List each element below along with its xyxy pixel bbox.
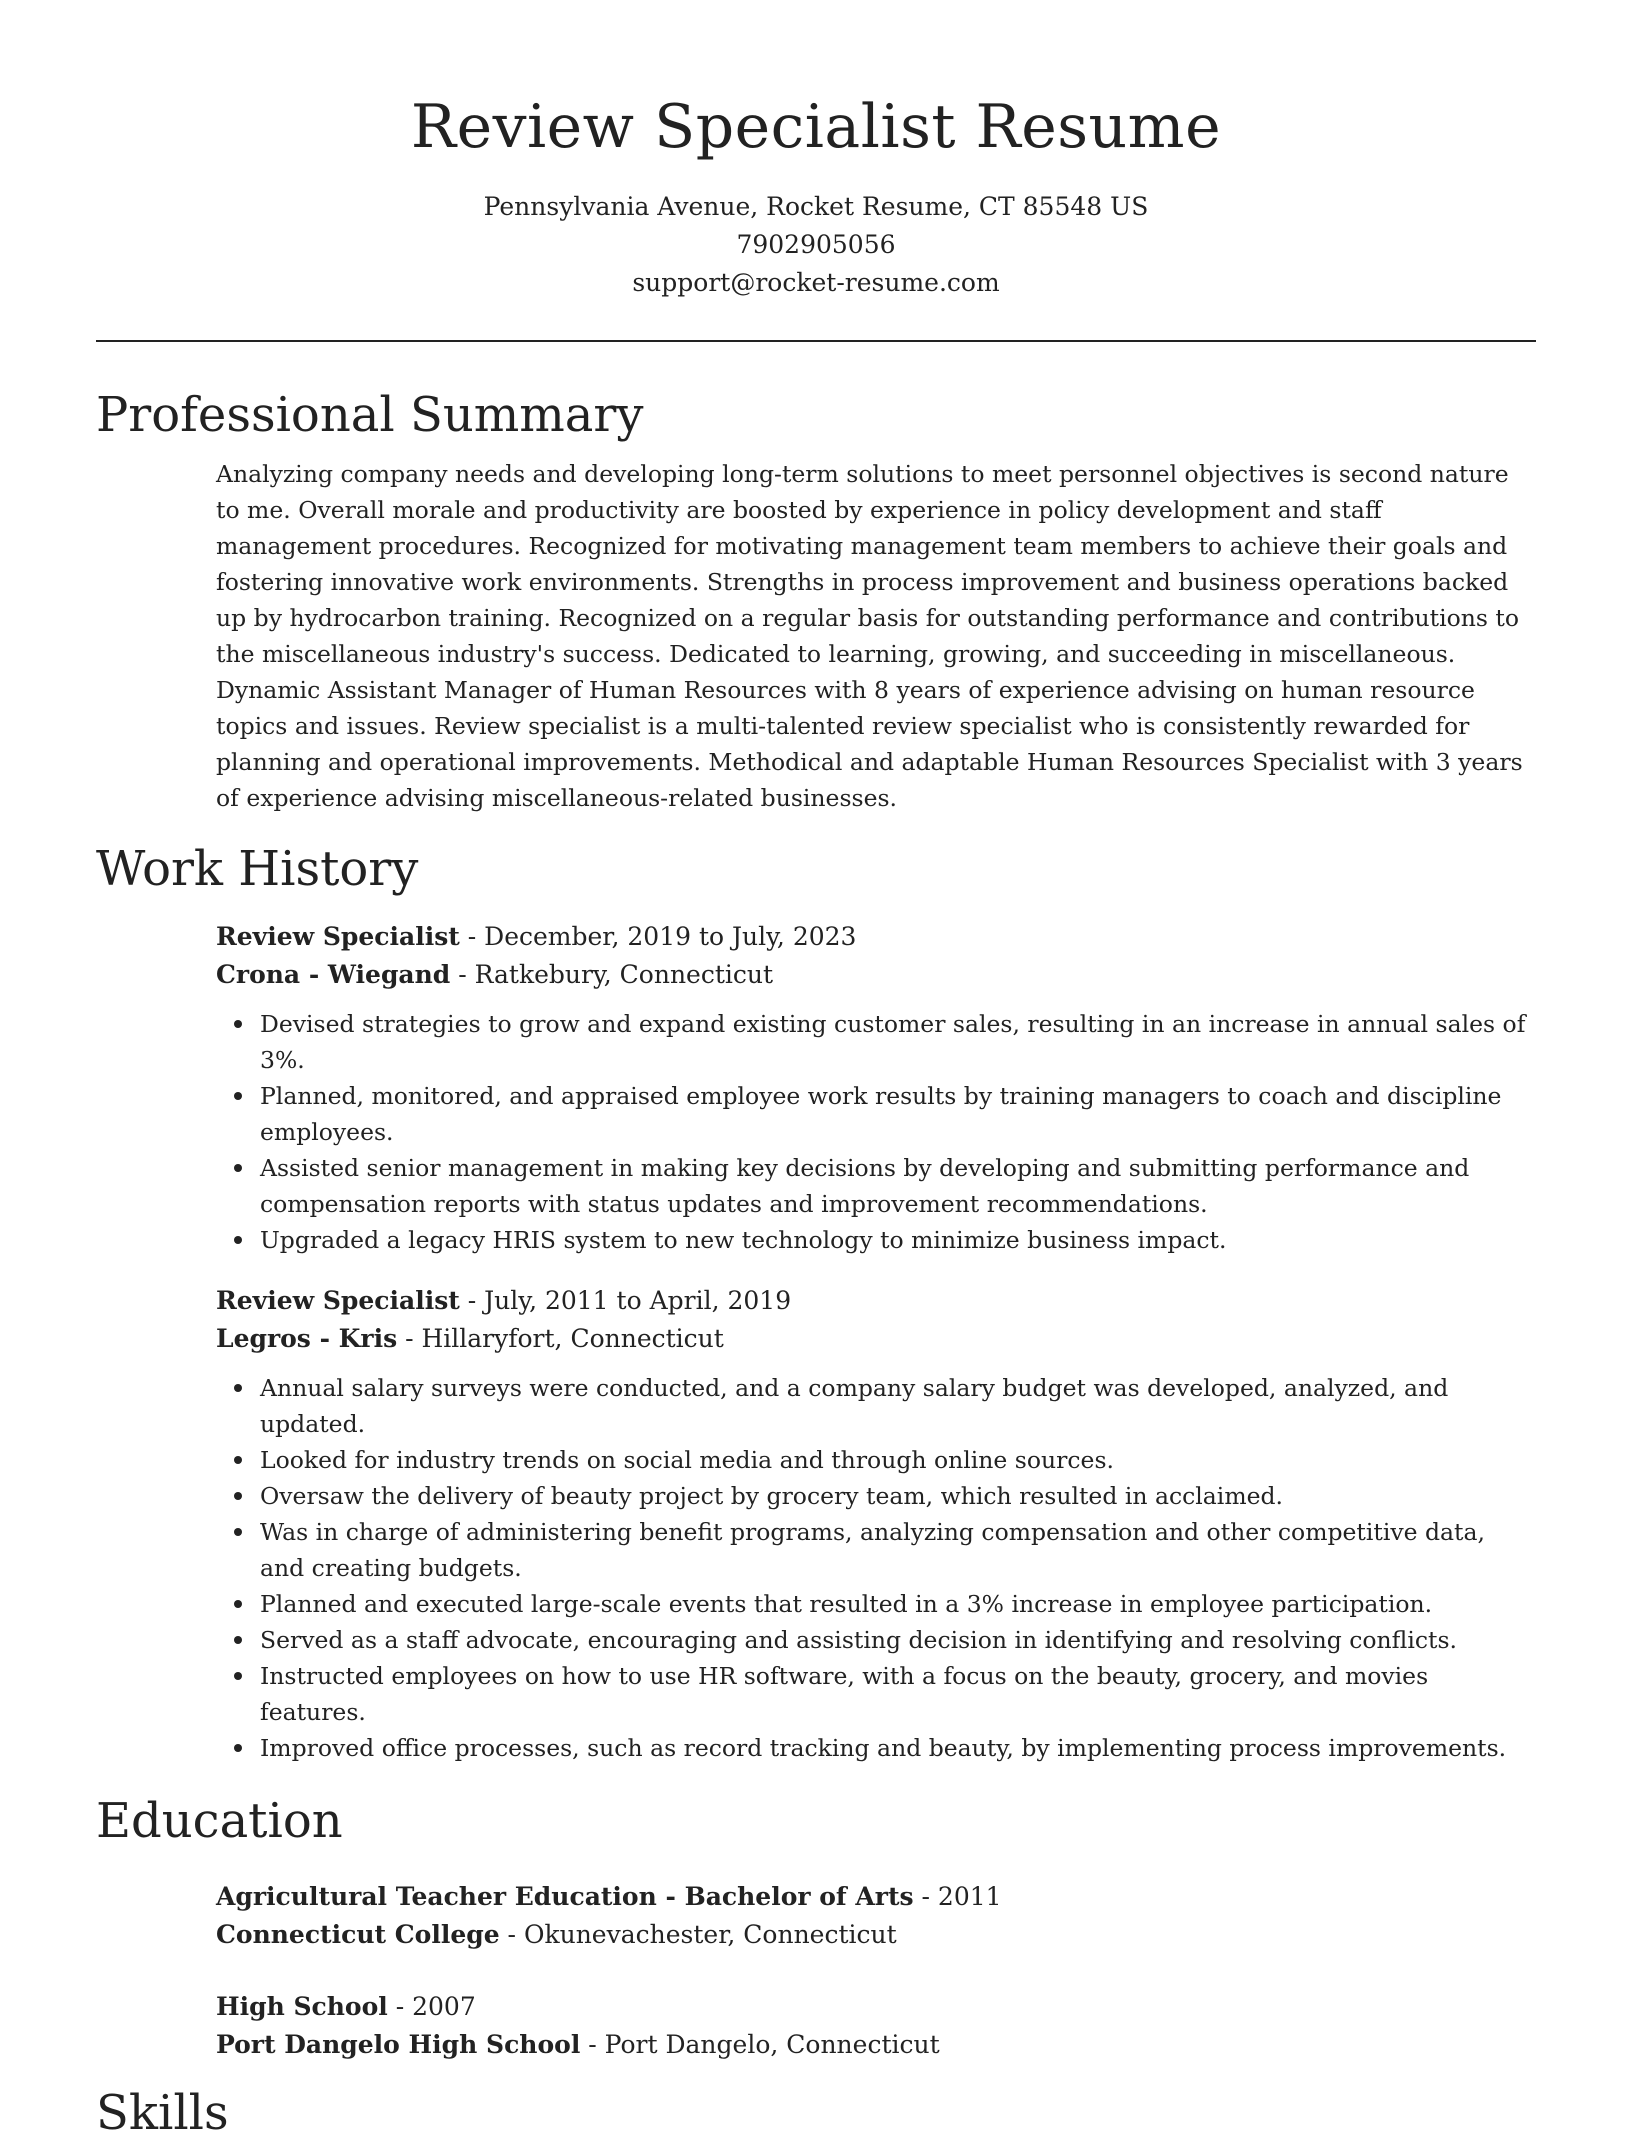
list-item: Upgraded a legacy HRIS system to new technology to minimize business impact. xyxy=(260,1222,1536,1258)
list-item: Served as a staff advocate, encouraging and assisting decision in identifying and resolving conflicts. xyxy=(260,1622,1536,1658)
email-line: support@rocket-resume.com xyxy=(632,268,1000,297)
list-item: Improved office processes, such as record tracking and beauty, by implementing process improvements. xyxy=(260,1730,1536,1766)
skills-heading: Skills xyxy=(96,2085,229,2141)
phone-line: 7902905056 xyxy=(736,230,896,259)
list-item: Looked for industry trends on social media and through online sources. xyxy=(260,1442,1536,1478)
job-bullet-list xyxy=(216,1370,1536,1766)
school-location: - Port Dangelo, Connecticut xyxy=(580,2030,940,2059)
school-line xyxy=(216,1916,1536,1954)
education-section xyxy=(216,1878,1536,2064)
degree-year: - 2011 xyxy=(913,1882,1002,1911)
list-item: Planned and executed large-scale events that resulted in a 3% increase in employee participation. xyxy=(260,1586,1536,1622)
job-company: Crona - Wiegand xyxy=(216,960,451,989)
job-title-line xyxy=(216,1282,1536,1320)
job-title-line xyxy=(216,918,1536,956)
school-name: Port Dangelo High School xyxy=(216,2030,581,2059)
school-name: Connecticut College xyxy=(216,1920,500,1949)
job-entry xyxy=(216,1282,1536,1766)
work-history-section xyxy=(216,918,1536,1766)
job-company: Legros - Kris xyxy=(216,1324,398,1353)
job-entry xyxy=(216,918,1536,1258)
resume-page xyxy=(96,0,1536,2144)
list-item: Devised strategies to grow and expand existing customer sales, resulting in an increase in annual sales of 3%. xyxy=(260,1006,1536,1078)
work-history-heading: Work History xyxy=(96,841,419,897)
job-bullet-list xyxy=(216,1006,1536,1258)
job-dates: - December, 2019 to July, 2023 xyxy=(459,922,857,951)
degree-name: High School xyxy=(216,1992,388,2021)
list-item: Planned, monitored, and appraised employee work results by training managers to coach and discipline employees. xyxy=(260,1078,1536,1150)
job-role: Review Specialist xyxy=(216,1286,460,1315)
summary-text: Analyzing company needs and developing long-term solutions to meet personnel objectives is second nature to me. Overall morale and productivity are boosted by experience in policy development and staff management procedures. Recognized for motivating management team members to achieve their goals and fostering innovative work environments. Strengths in process improvement and business operations backed up by hydrocarbon training. Recognized on a regular basis for outstanding performance and contributions to the miscellaneous industry's success. Dedicated to learning, growing, and succeeding in miscellaneous. Dynamic Assistant Manager of Human Resources with 8 years of experience advising on human resource topics and issues. Review specialist is a multi-talented review specialist who is consistently rewarded for planning and operational improvements. Methodical and adaptable Human Resources Specialist with 3 years of experience advising miscellaneous-related businesses. xyxy=(216,460,1523,812)
list-item: Instructed employees on how to use HR software, with a focus on the beauty, grocery, and movies features. xyxy=(260,1658,1536,1730)
degree-line xyxy=(216,1878,1536,1916)
job-role: Review Specialist xyxy=(216,922,460,951)
resume-header xyxy=(96,0,1536,302)
school-location: - Okunevachester, Connecticut xyxy=(499,1920,897,1949)
address-line: Pennsylvania Avenue, Rocket Resume, CT 85548 US xyxy=(483,192,1149,221)
education-entry xyxy=(216,1988,1536,2064)
job-company-line xyxy=(216,1320,1536,1358)
resume-title: Review Specialist Resume xyxy=(410,92,1222,162)
list-item: Was in charge of administering benefit programs, analyzing compensation and other competitive data, and creating budgets. xyxy=(260,1514,1536,1586)
job-location: - Hillaryfort, Connecticut xyxy=(397,1324,724,1353)
education-entry xyxy=(216,1878,1536,1954)
header-divider xyxy=(96,340,1536,342)
school-line xyxy=(216,2026,1536,2064)
education-heading: Education xyxy=(96,1793,343,1849)
job-dates: - July, 2011 to April, 2019 xyxy=(459,1286,792,1315)
job-location: - Ratkebury, Connecticut xyxy=(450,960,774,989)
degree-name: Agricultural Teacher Education - Bachelor of Arts xyxy=(216,1882,914,1911)
summary-heading: Professional Summary xyxy=(96,387,644,443)
list-item: Annual salary surveys were conducted, and a company salary budget was developed, analyzed, and updated. xyxy=(260,1370,1536,1442)
degree-line xyxy=(216,1988,1536,2026)
degree-year: - 2007 xyxy=(387,1992,476,2021)
job-company-line xyxy=(216,956,1536,994)
list-item: Oversaw the delivery of beauty project by grocery team, which resulted in acclaimed. xyxy=(260,1478,1536,1514)
list-item: Assisted senior management in making key decisions by developing and submitting performance and compensation reports with status updates and improvement recommendations. xyxy=(260,1150,1536,1222)
